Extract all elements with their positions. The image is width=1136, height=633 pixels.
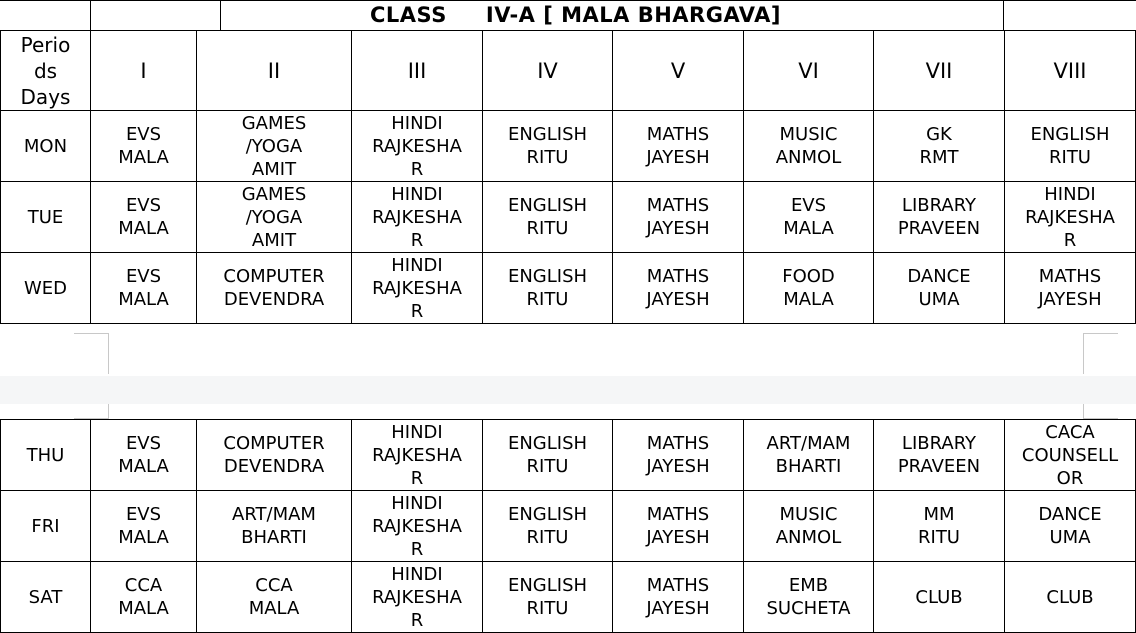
subject-cell [197, 420, 352, 491]
crop-mark [74, 333, 109, 374]
timetable-bottom [0, 419, 1136, 633]
subject-cell [91, 420, 197, 491]
day-label-text: THU [26, 444, 65, 466]
subject-cell-text: HINDI RAJKESHA R [372, 112, 462, 180]
subject-cell [613, 253, 744, 324]
subject-cell-text: CLUB [915, 586, 963, 608]
period-header [483, 31, 613, 111]
subject-cell-text: MATHS JAYESH [646, 266, 710, 310]
subject-cell-text: GAMES /YOGA AMIT [241, 183, 307, 251]
day-label-text: WED [23, 277, 68, 299]
subject-cell-text: GAMES /YOGA AMIT [241, 112, 307, 180]
period-header-text: IV [537, 58, 558, 83]
subject-cell-text: EVS MALA [783, 195, 834, 239]
subject-cell-text: LIBRARY PRAVEEN [897, 195, 981, 239]
subject-cell-text: EVS MALA [118, 433, 169, 477]
subject-cell [483, 182, 613, 253]
subject-cell-text: HINDI RAJKESHA R [372, 254, 462, 322]
subject-cell [352, 111, 483, 182]
subject-cell [744, 562, 874, 633]
subject-cell-text: COMPUTER DEVENDRA [223, 266, 325, 310]
subject-cell [744, 491, 874, 562]
day-label [1, 491, 91, 562]
day-label-text: TUE [27, 206, 64, 228]
subject-cell [1005, 253, 1136, 324]
subject-cell-text: HINDI RAJKESHA R [1025, 183, 1115, 251]
subject-cell [197, 562, 352, 633]
subject-cell [91, 111, 197, 182]
day-label [1, 111, 91, 182]
subject-cell [613, 562, 744, 633]
day-label-text: SAT [28, 586, 63, 608]
subject-cell [744, 111, 874, 182]
page-title: CLASS IV-A [ MALA BHARGAVA] [370, 3, 781, 27]
subject-cell [1005, 562, 1136, 633]
title-row [0, 0, 1136, 30]
period-header [613, 31, 744, 111]
subject-cell-text: COMPUTER DEVENDRA [223, 433, 325, 477]
subject-cell [874, 562, 1005, 633]
subject-cell-text: EVS MALA [118, 504, 169, 548]
subject-cell-text: EVS MALA [118, 195, 169, 239]
period-header [197, 31, 352, 111]
subject-cell [613, 182, 744, 253]
subject-cell [744, 420, 874, 491]
period-header-text: III [407, 58, 427, 83]
subject-cell-text: ENGLISH RITU [1030, 124, 1110, 168]
subject-cell [1005, 491, 1136, 562]
subject-cell [613, 111, 744, 182]
subject-cell [197, 253, 352, 324]
subject-cell-text: HINDI RAJKESHA R [372, 421, 462, 489]
subject-cell-text: EVS MALA [118, 124, 169, 168]
subject-cell [197, 182, 352, 253]
subject-cell-text: ENGLISH RITU [507, 124, 588, 168]
subject-cell [874, 253, 1005, 324]
subject-cell-text: MATHS JAYESH [646, 124, 710, 168]
subject-cell-text: EVS MALA [118, 266, 169, 310]
subject-cell-text: EMB SUCHETA [766, 575, 851, 619]
subject-cell-text: GK RMT [919, 124, 959, 168]
table-row [1, 111, 1136, 182]
day-label [1, 562, 91, 633]
subject-cell [874, 420, 1005, 491]
title-gridline [90, 0, 91, 30]
subject-cell-text: HINDI RAJKESHA R [372, 492, 462, 560]
subject-cell-text: ART/MAM BHARTI [232, 504, 316, 548]
subject-cell [352, 491, 483, 562]
table-row [1, 182, 1136, 253]
title-top-border [0, 0, 1136, 1]
subject-cell-text: ENGLISH RITU [507, 195, 588, 239]
title-gridline [220, 0, 221, 30]
subject-cell-text: MATHS JAYESH [1038, 266, 1102, 310]
period-header [91, 31, 197, 111]
subject-cell-text: ENGLISH RITU [507, 433, 588, 477]
subject-cell-text: HINDI RAJKESHA R [372, 183, 462, 251]
subject-cell [483, 491, 613, 562]
subject-cell [1005, 111, 1136, 182]
subject-cell [483, 253, 613, 324]
day-label [1, 420, 91, 491]
subject-cell-text: CCA MALA [118, 575, 169, 619]
period-header-text: I [140, 58, 147, 83]
period-header [352, 31, 483, 111]
subject-cell [874, 111, 1005, 182]
subject-cell [1005, 182, 1136, 253]
crop-mark [1083, 333, 1118, 374]
subject-cell-text: ENGLISH RITU [507, 504, 588, 548]
period-header-text: VIII [1053, 58, 1087, 83]
day-label [1, 253, 91, 324]
subject-cell [483, 111, 613, 182]
subject-cell-text: MM RITU [918, 504, 960, 548]
subject-cell-text: ART/MAM BHARTI [766, 433, 851, 477]
table-row [1, 420, 1136, 491]
subject-cell [874, 491, 1005, 562]
table-row [1, 253, 1136, 324]
subject-cell-text: ENGLISH RITU [507, 266, 588, 310]
title-gridline [1003, 0, 1004, 30]
subject-cell-text: CCA MALA [248, 575, 300, 619]
day-label [1, 182, 91, 253]
subject-cell [352, 562, 483, 633]
subject-cell-text: MATHS JAYESH [646, 575, 710, 619]
period-header [744, 31, 874, 111]
period-header-text: II [267, 58, 281, 83]
crop-mark [1083, 404, 1118, 419]
periods-days-header-text: Perio ds Days [20, 32, 71, 109]
crop-mark [74, 404, 109, 419]
subject-cell [91, 562, 197, 633]
period-header-text: V [670, 58, 686, 83]
table-row [1, 491, 1136, 562]
subject-cell [1005, 420, 1136, 491]
subject-cell [483, 420, 613, 491]
subject-cell [744, 182, 874, 253]
subject-cell-text: MUSIC ANMOL [775, 124, 842, 168]
subject-cell [744, 253, 874, 324]
subject-cell [91, 182, 197, 253]
subject-cell-text: DANCE UMA [907, 266, 971, 310]
subject-cell-text: MATHS JAYESH [646, 504, 710, 548]
day-label-text: FRI [31, 515, 60, 537]
subject-cell [874, 182, 1005, 253]
subject-cell [613, 491, 744, 562]
subject-cell [197, 491, 352, 562]
table-row [1, 562, 1136, 633]
subject-cell-text: ENGLISH RITU [507, 575, 588, 619]
page-gap [0, 376, 1136, 404]
subject-cell [352, 253, 483, 324]
subject-cell-text: MATHS JAYESH [646, 195, 710, 239]
subject-cell [613, 420, 744, 491]
subject-cell-text: HINDI RAJKESHA R [372, 563, 462, 631]
day-label-text: MON [23, 135, 68, 157]
period-header [1005, 31, 1136, 111]
subject-cell [197, 111, 352, 182]
subject-cell-text: DANCE UMA [1038, 504, 1102, 548]
subject-cell-text: CACA COUNSELL OR [1021, 421, 1119, 489]
subject-cell [352, 182, 483, 253]
subject-cell-text: LIBRARY PRAVEEN [897, 433, 981, 477]
period-header [874, 31, 1005, 111]
subject-cell [91, 253, 197, 324]
subject-cell [483, 562, 613, 633]
subject-cell [352, 420, 483, 491]
period-header-text: VI [798, 58, 819, 83]
timetable-top [0, 30, 1136, 324]
subject-cell-text: MATHS JAYESH [646, 433, 710, 477]
header-row [1, 31, 1136, 111]
subject-cell-text: FOOD MALA [782, 266, 835, 310]
subject-cell-text: MUSIC ANMOL [775, 504, 842, 548]
subject-cell-text: CLUB [1046, 586, 1094, 608]
periods-days-header [1, 31, 91, 111]
subject-cell [91, 491, 197, 562]
period-header-text: VII [925, 58, 953, 83]
